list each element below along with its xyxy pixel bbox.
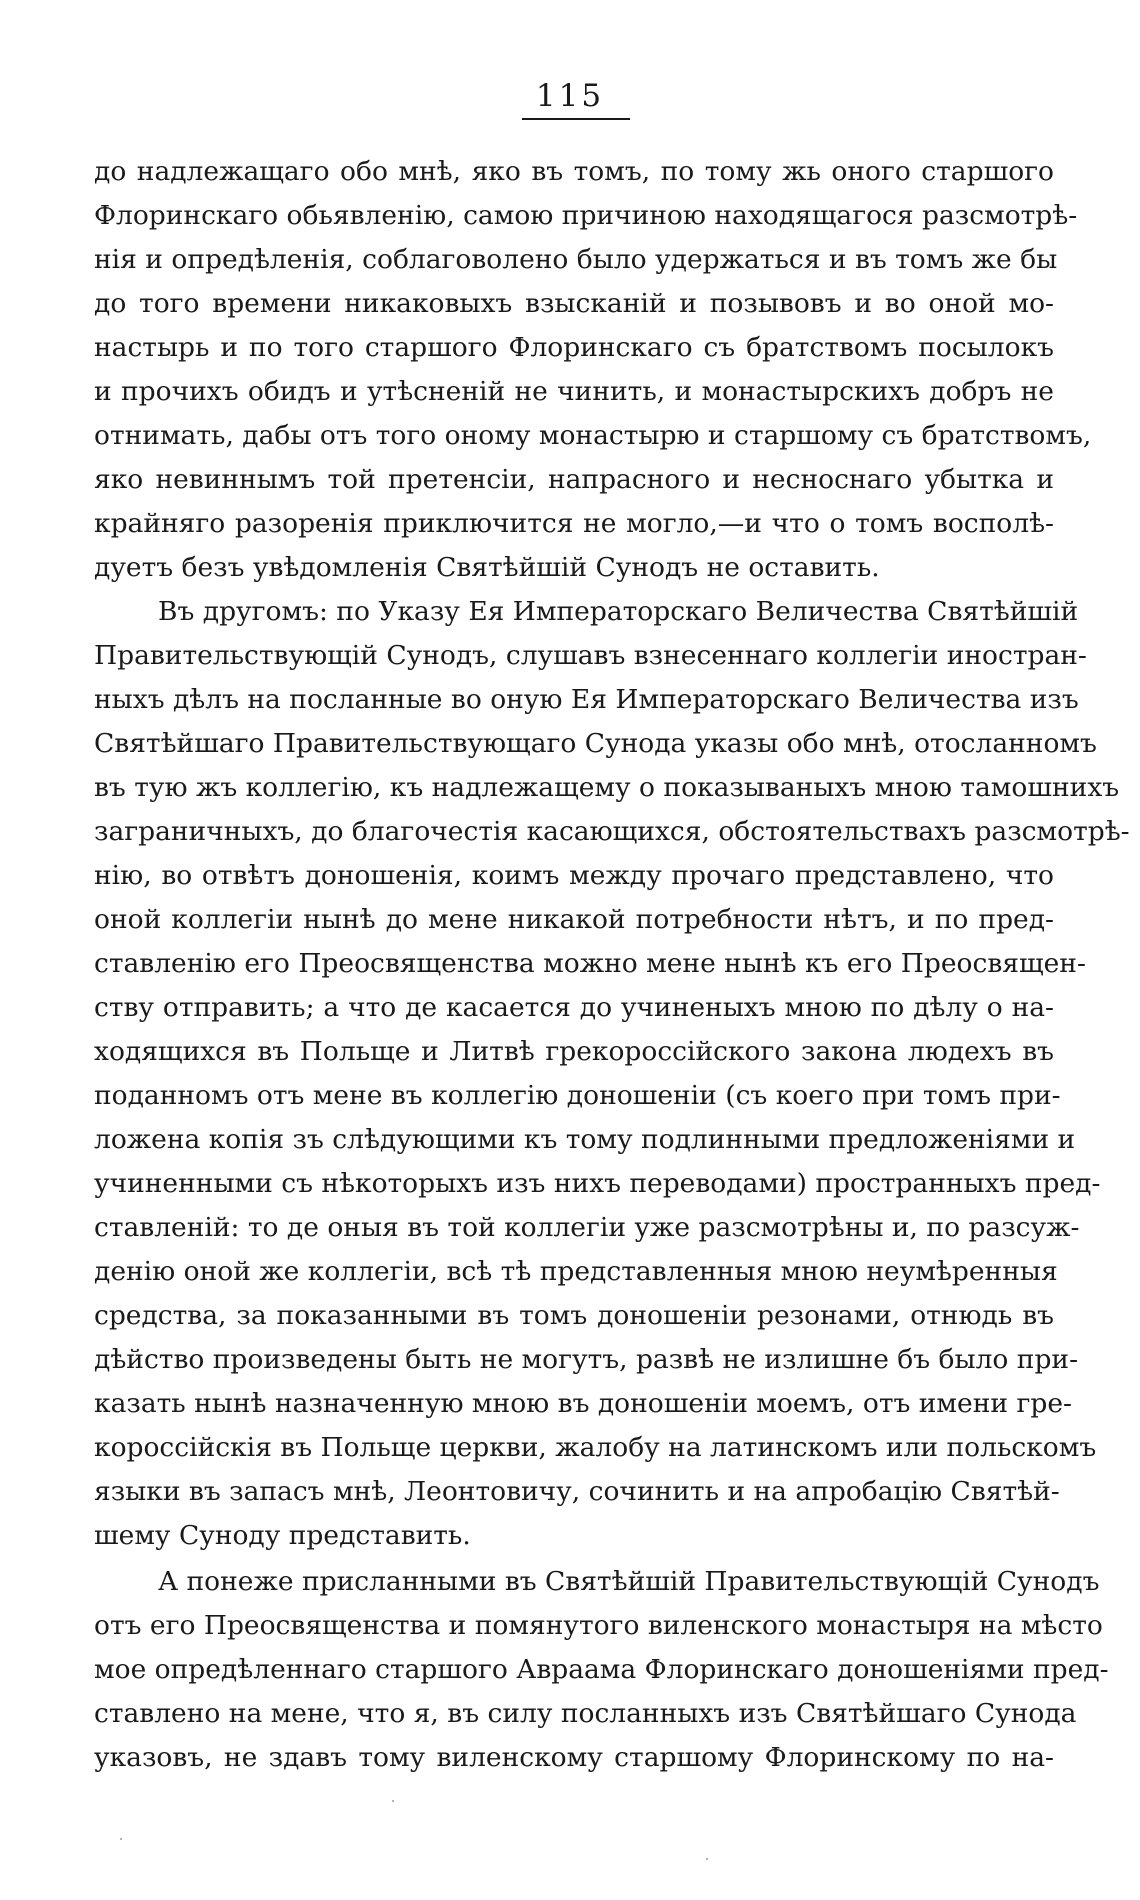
text-line: дѣйство произведены быть не могутъ, развѣ не излишне бъ было при- (94, 1344, 1079, 1375)
paper-speck (706, 1858, 708, 1860)
text-line: учиненными съ нѣкоторыхъ изъ нихъ переводами) пространныхъ пред- (94, 1168, 1101, 1199)
text-line: до того времени никаковыхъ взысканій и позывовъ и во оной мо- (94, 288, 1054, 319)
text-line: мое опредѣленнаго старшого Авраама Флоринскаго доношеніями пред- (94, 1654, 1109, 1685)
paper-speck (120, 1838, 122, 1840)
text-line: отнимать, дабы отъ того оному монастырю и старшому съ братствомъ, (94, 420, 1092, 451)
text-line: оной коллегіи нынѣ до мене никакой потребности нѣтъ, и по пред- (94, 904, 1054, 935)
text-line: настырь и по того старшого Флоринскаго съ братствомъ посылокъ (94, 332, 1054, 363)
text-line: въ тую жъ коллегію, къ надлежащему о показываныхъ мною тамошнихъ (94, 772, 1120, 803)
text-line: крайняго разоренія приключится не могло,—и что о томъ восполѣ- (94, 508, 1054, 539)
text-line: Флоринскаго обьявленію, самою причиною находящагося разсмотрѣ- (94, 200, 1078, 231)
paper-speck (392, 1800, 394, 1802)
text-line: ложена копія зъ слѣдующими къ тому подлинными предложеніями и (94, 1124, 1076, 1155)
text-line: до надлежащаго обо мнѣ, яко въ томъ, по тому жь оного старшого (94, 156, 1054, 187)
text-line: ныхъ дѣлъ на посланные во оную Ея Императорскаго Величества изъ (94, 684, 1079, 715)
text-line: денію оной же коллегіи, всѣ тѣ представленныя мною неумѣренныя (94, 1256, 1058, 1287)
text-line: дуетъ безъ увѣдомленія Святѣйшій Сунодъ не оставить. (94, 552, 880, 583)
text-line: Правительствующій Сунодъ, слушавъ взнесеннаго коллегіи иностран- (94, 640, 1087, 671)
text-line: ходящихся въ Польще и Литвѣ грекороссійского закона людехъ въ (94, 1036, 1054, 1067)
text-line: казать нынѣ назначенную мною въ доношеніи моемъ, отъ имени гре- (94, 1388, 1072, 1419)
text-line: ству отправить; а что де касается до учиненыхъ мною по дѣлу о на- (94, 992, 1054, 1023)
page-number: 115 (535, 78, 605, 114)
page-number-rule (522, 118, 630, 120)
text-line: Въ другомъ: по Указу Ея Императорскаго Величества Святѣйшій (158, 596, 1079, 627)
text-line: поданномъ отъ мене въ коллегію доношеніи (съ коего при томъ при- (94, 1080, 1061, 1111)
text-line: нію, во отвѣтъ доношенія, коимъ между прочаго представлено, что (94, 860, 1054, 891)
text-line: языки въ запасъ мнѣ, Леонтовичу, сочинить и на апробацію Святѣй- (94, 1476, 1060, 1507)
text-line: А понеже присланными въ Святѣйшій Правительствующій Сунодъ (158, 1566, 1100, 1597)
text-line: указовъ, не здавъ тому виленскому старшому Флоринскому по на- (94, 1742, 1054, 1773)
text-line: ставлено на мене, что я, въ силу посланныхъ изъ Святѣйшаго Сунода (94, 1698, 1077, 1729)
text-line: заграничныхъ, до благочестія касающихся, обстоятельствахъ разсмотрѣ- (94, 816, 1130, 847)
text-line: Святѣйшаго Правительствующаго Сунода указы обо мнѣ, отосланномъ (94, 728, 1097, 759)
text-line: шему Суноду представить. (94, 1520, 471, 1551)
text-line: яко невиннымъ той претенсіи, напрасного и несноснаго убытка и (94, 464, 1054, 495)
text-line: ставленій: то де оныя въ той коллегіи уже разсмотрѣны и, по разсуж- (94, 1212, 1080, 1243)
text-line: короссійскія въ Польще церкви, жалобу на латинскомъ или польскомъ (94, 1432, 1097, 1463)
text-line: отъ его Преосвященства и помянутого виленского монастыря на мѣсто (94, 1610, 1103, 1641)
text-line: ставленію его Преосвященства можно мене нынѣ къ его Преосвящен- (94, 948, 1086, 979)
text-line: нія и опредѣленія, соблаговолено было удержаться и въ томъ же бы (94, 244, 1058, 275)
text-line: средства, за показанными въ томъ доношеніи резонами, отнюдь въ (94, 1300, 1054, 1331)
text-line: и прочихъ обидъ и утѣсненій не чинить, и монастырскихъ добръ не (94, 376, 1054, 407)
